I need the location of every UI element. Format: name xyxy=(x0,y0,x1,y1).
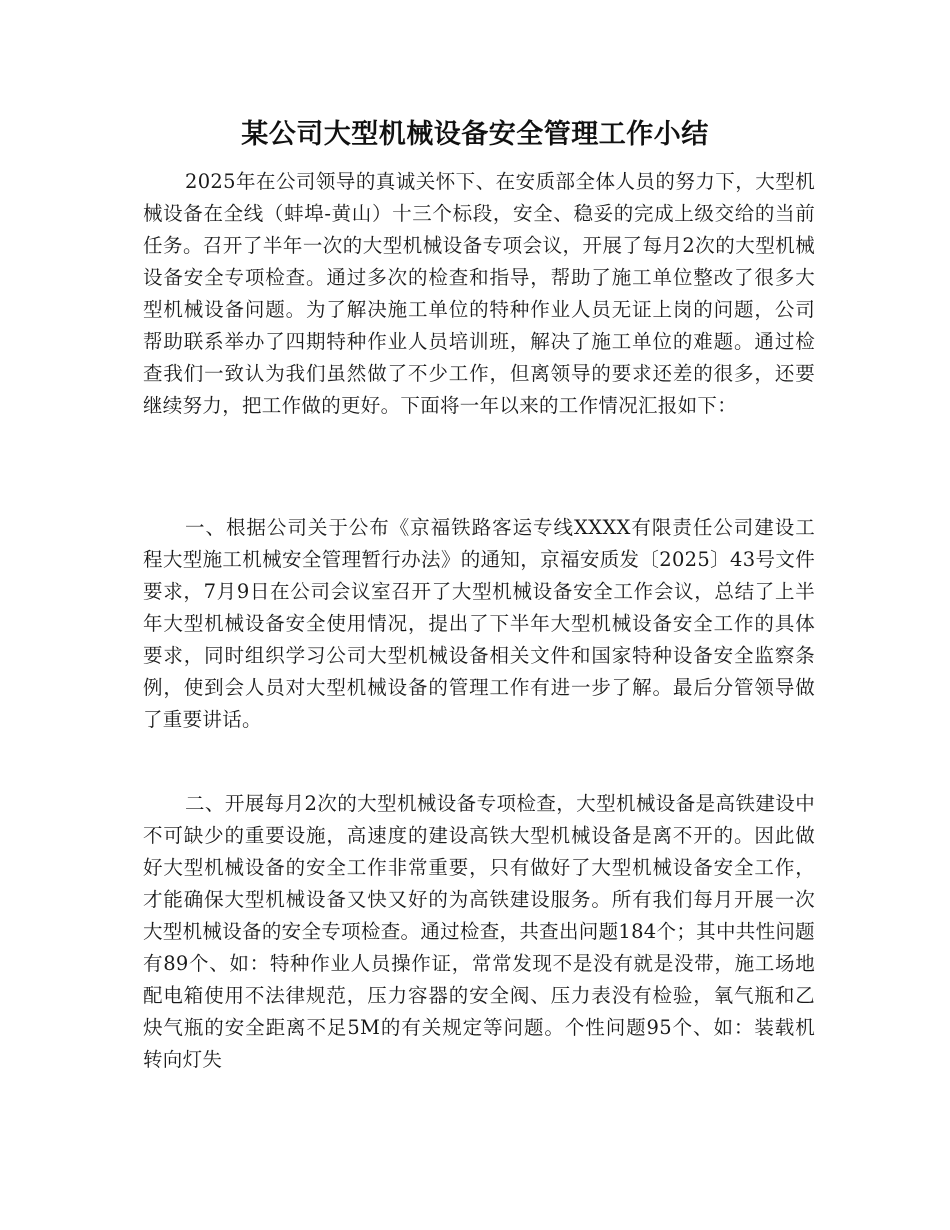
paragraph-section-1: 一、根据公司关于公布《京福铁路客运专线XXXX有限责任公司建设工程大型施工机械安全管理暂行办法》的通知，京福安质发〔2025〕43号文件要求，7月9日在公司会议室召开了大型机械设备安全工作会议，总结了上半年大型机械设备安全使用情况，提出了下半年大型机械设备安全工作的具体要求，同时组织学习公司大型机械设备相关文件和国家特种设备安全监察条例，使到会人员对大型机械设备的管理工作有进一步了解。最后分管领导做了重要讲话。 xyxy=(143,516,815,731)
paragraph-intro: 2025年在公司领导的真诚关怀下、在安质部全体人员的努力下，大型机械设备在全线（蚌埠-黄山）十三个标段，安全、稳妥的完成上级交给的当前任务。召开了半年一次的大型机械设备专项会议，开展了每月2次的大型机械设备安全专项检查。通过多次的检查和指导，帮助了施工单位整改了很多大型机械设备问题。为了解决施工单位的特种作业人员无证上岗的问题，公司帮助联系举办了四期特种作业人员培训班，解决了施工单位的难题。通过检查我们一致认为我们虽然做了不少工作，但离领导的要求还差的很多，还要继续努力，把工作做的更好。下面将一年以来的工作情况汇报如下： xyxy=(143,170,815,417)
document-title: 某公司大型机械设备安全管理工作小结 xyxy=(241,119,709,150)
paragraph-section-2: 二、开展每月2次的大型机械设备专项检查，大型机械设备是高铁建设中不可缺少的重要设施，高速度的建设高铁大型机械设备是离不开的。因此做好大型机械设备的安全工作非常重要，只有做好了大型机械设备安全工作，才能确保大型机械设备又快又好的为高铁建设服务。所有我们每月开展一次大型机械设备的安全专项检查。通过检查，共查出问题184个；其中共性问题有89个、如：特种作业人员操作证，常常发现不是没有就是没带，施工场地配电箱使用不法律规范，压力容器的安全阀、压力表没有检验，氧气瓶和乙炔气瓶的安全距离不足5M的有关规定等问题。个性问题95个、如：装载机转向灯失 xyxy=(143,792,815,1071)
